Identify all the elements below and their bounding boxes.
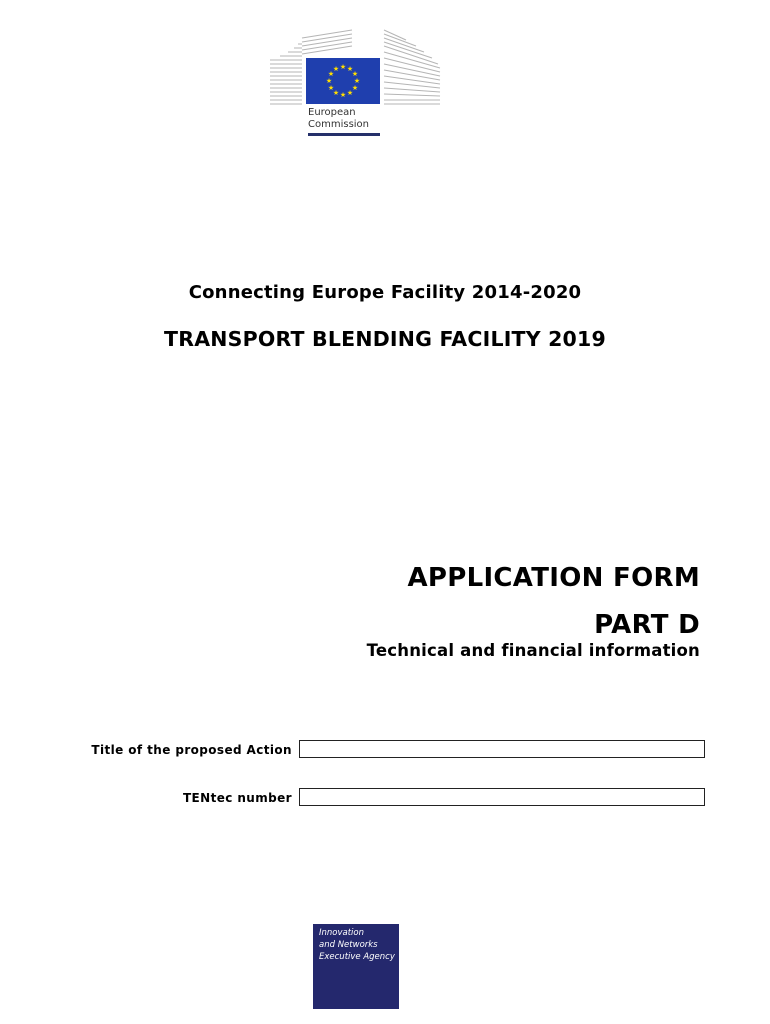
form-description: Technical and financial information	[366, 641, 700, 660]
inea-logo-text	[319, 927, 395, 963]
tentec-number-label: TENtec number	[182, 791, 292, 805]
svg-text:★: ★	[339, 63, 347, 71]
inea-line-3: Executive Agency	[319, 952, 395, 962]
svg-text:★: ★	[351, 84, 359, 92]
european-commission-wordmark	[308, 107, 369, 131]
logo-underline	[308, 133, 380, 136]
facility-title: TRANSPORT BLENDING FACILITY 2019	[164, 327, 606, 351]
action-title-field[interactable]	[299, 740, 705, 758]
form-title: APPLICATION FORM	[407, 563, 700, 593]
logo-line-commission: Commission	[308, 119, 370, 130]
tentec-number-field[interactable]	[299, 788, 705, 806]
inea-line-1: Innovation	[319, 928, 365, 938]
logo-building-right	[384, 30, 440, 104]
action-title-label: Title of the proposed Action	[91, 743, 292, 757]
svg-text:★: ★	[327, 70, 335, 78]
svg-text:★: ★	[332, 89, 340, 97]
form-part: PART D	[594, 610, 700, 640]
svg-text:★: ★	[339, 91, 347, 99]
svg-text:★: ★	[327, 84, 335, 92]
logo-line-european: European	[308, 107, 356, 118]
svg-text:★: ★	[351, 70, 359, 78]
svg-text:★: ★	[353, 77, 361, 85]
svg-text:★: ★	[346, 65, 354, 73]
inea-line-2: and Networks	[319, 940, 378, 950]
program-title: Connecting Europe Facility 2014-2020	[188, 282, 582, 303]
inea-logo	[313, 924, 399, 1009]
svg-text:★: ★	[325, 77, 333, 85]
svg-text:★: ★	[346, 89, 354, 97]
svg-text:★: ★	[332, 65, 340, 73]
